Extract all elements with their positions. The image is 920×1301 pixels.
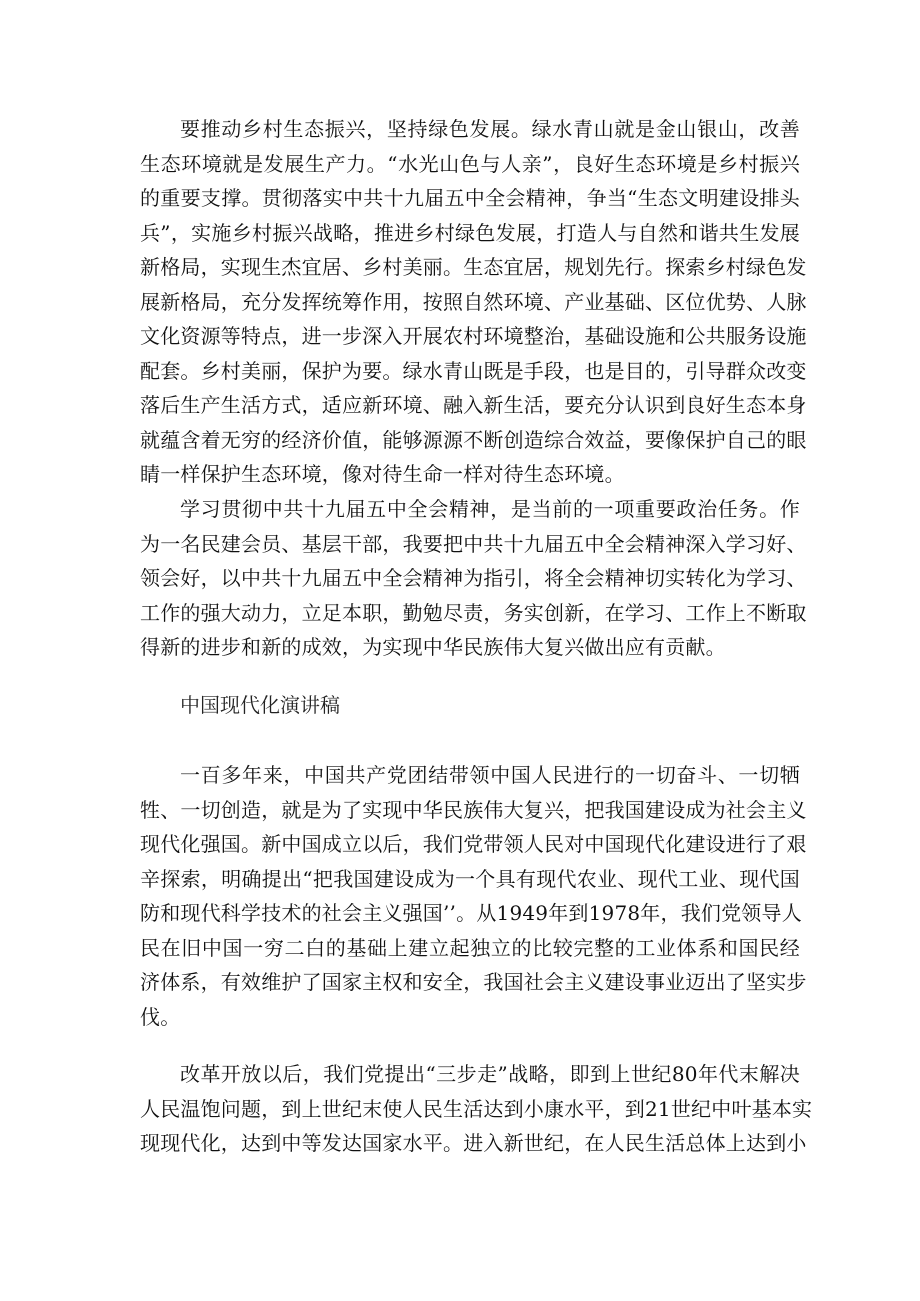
text-line: 辛探索，明确提出“把我国建设成为一个具有现代农业、现代工业、现代国	[140, 866, 800, 891]
text-line: 济体系，有效维护了国家主权和安全，我国社会主义建设事业迈出了坚实步	[140, 970, 807, 994]
text-line: 兵”，实施乡村振兴战略，推进乡村绿色发展，打造人与自然和谐共生发展	[140, 220, 800, 245]
text-line: 要推动乡村生态振兴，坚持绿色发展。绿水青山就是金山银山，改善	[180, 117, 800, 141]
text-line: 文化资源等特点，进一步深入开展农村环境整治，基础设施和公共服务设施	[140, 324, 807, 348]
text-line: 为一名民建会员、基层干部，我要把中共十九届五中全会精神深入学习好、	[140, 531, 807, 556]
section-title: 中国现代化演讲稿	[180, 693, 340, 717]
text-line: 现现代化，达到中等发达国家水平。进入新世纪，在人民生活总体上达到小	[140, 1131, 807, 1155]
text-line: 配套。乡村美丽，保护为要。绿水青山既是手段，也是目的，引导群众改变	[140, 358, 807, 383]
text-line: 就蕴含着无穷的经济价值，能够源源不断创造综合效益，要像保护自己的眼	[140, 427, 807, 452]
text-line: 睛一样保护生态环境，像对待生命一样对待生态环境。	[140, 462, 625, 486]
paragraph-reform	[140, 1057, 813, 1161]
text-line: 改革开放以后，我们党提出“三步走”战略，即到上世纪80年代末解决	[180, 1062, 800, 1086]
text-line: 的重要支撑。贯彻落实中共十九届五中全会精神，争当“生态文明建设排头	[140, 186, 800, 210]
text-line: 防和现代科学技术的社会主义强国’’。从1949年到1978年，我们党领导人	[140, 901, 802, 925]
text-line: 新格局，实现生杰宜居、乡村美丽。生态宜居，规划先行。探索乡村绿色发	[140, 255, 807, 279]
text-line: 工作的强大动力，立足本职，勤勉尽责，务实创新，在学习、工作上不断取	[140, 600, 807, 625]
text-line: 得新的进步和新的成效，为实现中华民族伟大复兴做出应有贡献。	[140, 635, 726, 659]
text-line: 展新格局，充分发挥统筹作用，按照自然环境、产业基础、区位优势、人脉	[140, 289, 807, 314]
section-heading	[140, 688, 800, 722]
paragraph-history	[140, 758, 807, 1034]
text-line: 落后生产生活方式，适应新环境、融入新生活，要充分认识到良好生态本身	[140, 393, 807, 417]
text-line: 领会好，以中共十九届五中全会精神为指引，将全会精神切实转化为学习、	[140, 566, 807, 590]
text-line: 生态环境就是发展生产力。“水光山色与人亲”，良好生态环境是乡村振兴	[140, 151, 800, 176]
text-line: 学习贯彻中共十九届五中全会精神，是当前的一项重要政治任务。作	[180, 497, 800, 521]
text-line: 一百多年来，中国共产党团结带领中国人民进行的一切奋斗、一切牺	[180, 763, 800, 787]
text-line: 牲、一切创造，就是为了实现中华民族伟大复兴，把我国建设成为社会主义	[140, 797, 807, 822]
text-line: 人民温饱问题，到上世纪末使人民生活达到小康水平，到21世纪中叶基本实	[140, 1096, 813, 1121]
text-line: 民在旧中国一穷二白的基础上建立起独立的比较完整的工业体系和国民经	[140, 935, 800, 960]
paragraph-ecology	[140, 112, 807, 492]
text-line: 现代化强国。新中国成立以后，我们党带领人民对中国现代化建设进行了艰	[140, 832, 807, 856]
text-line: 伐。	[140, 1004, 181, 1029]
paragraph-study	[140, 492, 807, 665]
